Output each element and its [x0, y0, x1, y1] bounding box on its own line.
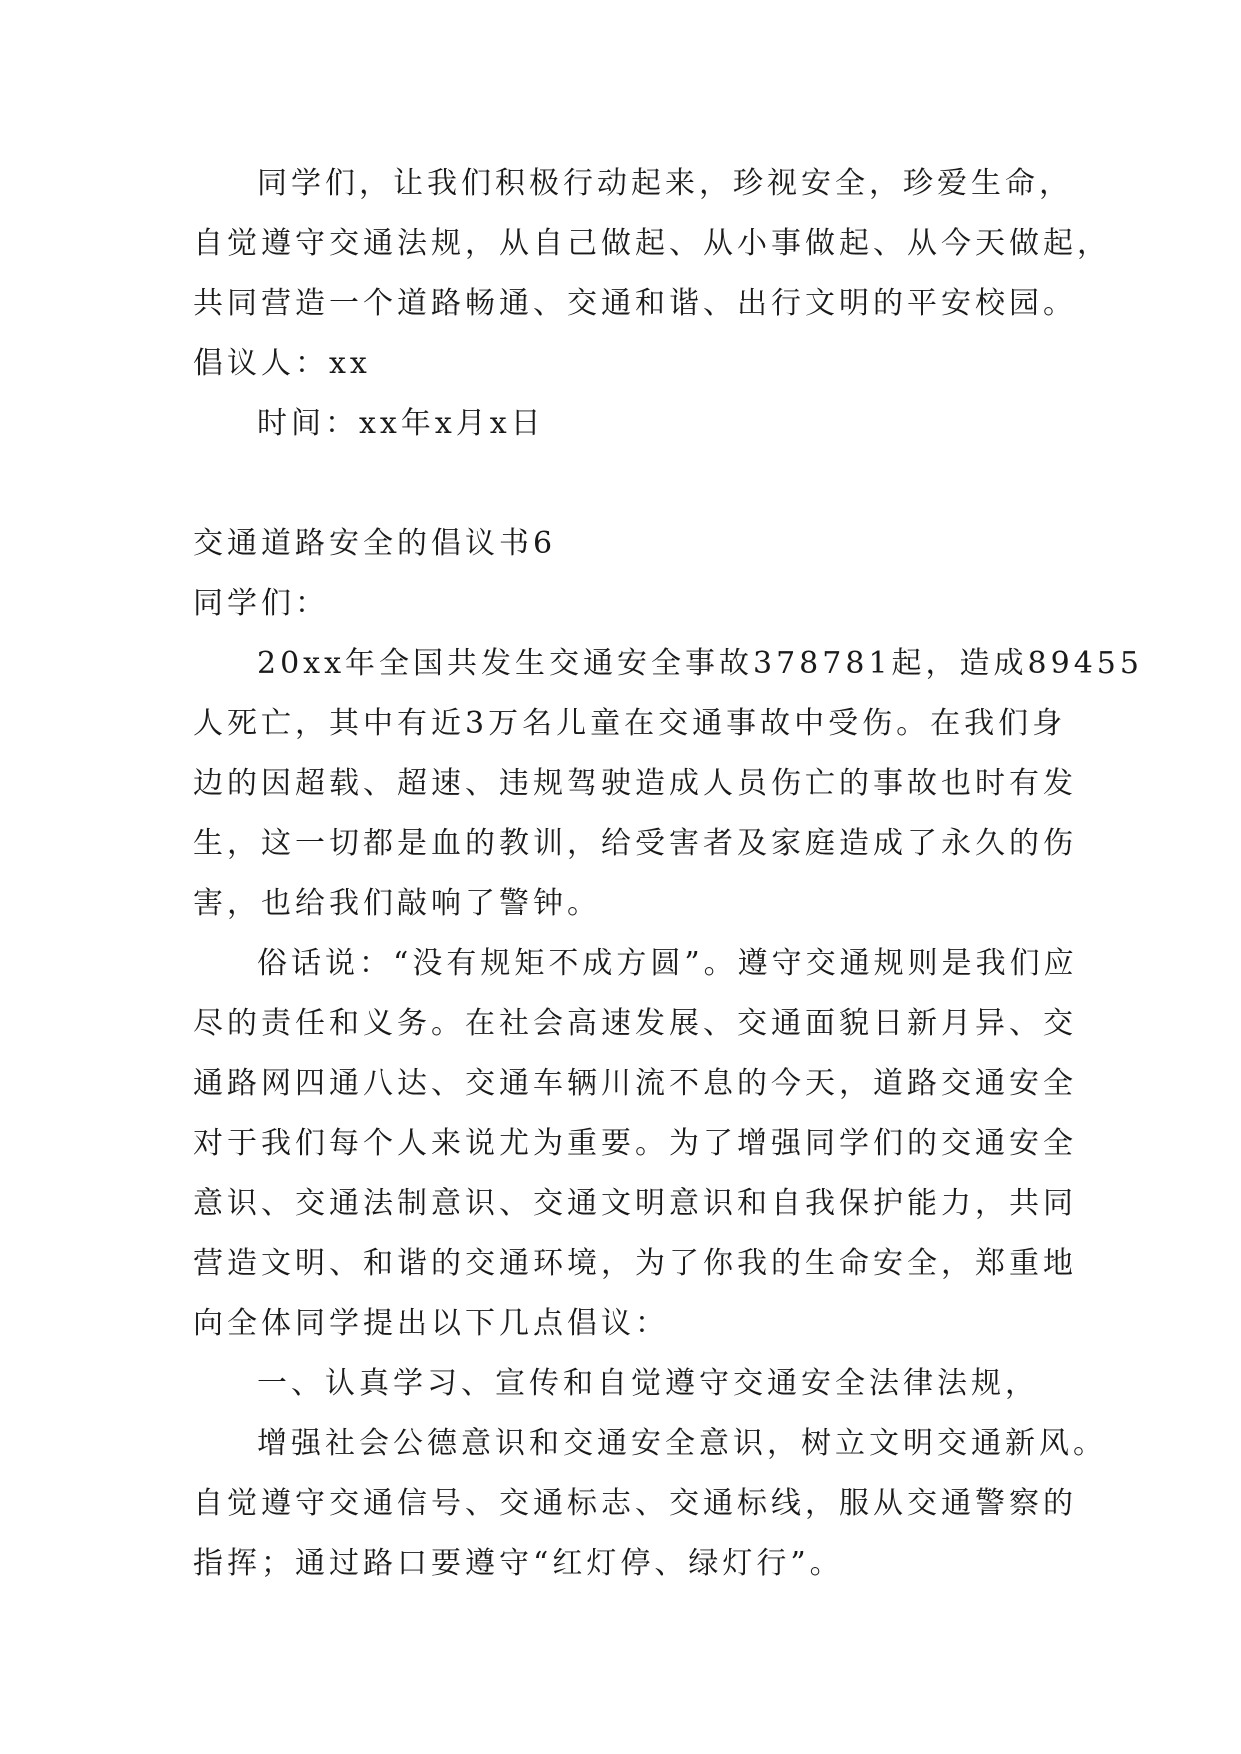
paragraph-line: 边的因超载、超速、违规驾驶造成人员伤亡的事故也时有发: [193, 766, 1077, 801]
section-title: 交通道路安全的倡议书6: [193, 526, 557, 561]
paragraph-line: 俗话说：“没有规矩不成方圆”。遵守交通规则是我们应: [257, 946, 1078, 981]
paragraph-line: 增强社会公德意识和交通安全意识，树立文明交通新风。: [257, 1426, 1107, 1461]
paragraph-line: 通路网四通八达、交通车辆川流不息的今天，道路交通安全: [193, 1066, 1077, 1101]
paragraph-line: 同学们，让我们积极行动起来，珍视安全，珍爱生命，: [257, 166, 1073, 201]
paragraph-line: 人死亡，其中有近3万名儿童在交通事故中受伤。在我们身: [193, 706, 1067, 741]
paragraph-line: 共同营造一个道路畅通、交通和谐、出行文明的平安校园。: [193, 286, 1077, 321]
paragraph-line: 意识、交通法制意识、交通文明意识和自我保护能力，共同: [193, 1186, 1077, 1221]
paragraph-line: 害，也给我们敲响了警钟。: [193, 886, 601, 921]
paragraph-line: 自觉遵守交通法规，从自己做起、从小事做起、从今天做起，: [193, 226, 1111, 261]
paragraph-line: 尽的责任和义务。在社会高速发展、交通面貌日新月异、交: [193, 1006, 1077, 1041]
document-body: [193, 154, 1143, 1594]
spacer: [193, 454, 1073, 514]
salutation: 同学们：: [193, 586, 329, 621]
proposer-line: 倡议人：xx: [193, 346, 371, 381]
paragraph-line: 生，这一切都是血的教训，给受害者及家庭造成了永久的伤: [193, 826, 1077, 861]
paragraph-line: 向全体同学提出以下几点倡议：: [193, 1306, 669, 1341]
paragraph-line: 营造文明、和谐的交通环境，为了你我的生命安全，郑重地: [193, 1246, 1077, 1281]
proposal-item: 一、认真学习、宣传和自觉遵守交通安全法律法规，: [257, 1366, 1039, 1401]
paragraph-line: 20xx年全国共发生交通安全事故378781起，造成89455: [257, 646, 1143, 681]
paragraph-line: 指挥；通过路口要遵守“红灯停、绿灯行”。: [193, 1546, 844, 1581]
paragraph-line: 对于我们每个人来说尤为重要。为了增强同学们的交通安全: [193, 1126, 1077, 1161]
date-line: 时间：xx年x月x日: [257, 406, 545, 441]
paragraph-line: 自觉遵守交通信号、交通标志、交通标线，服从交通警察的: [193, 1486, 1077, 1521]
